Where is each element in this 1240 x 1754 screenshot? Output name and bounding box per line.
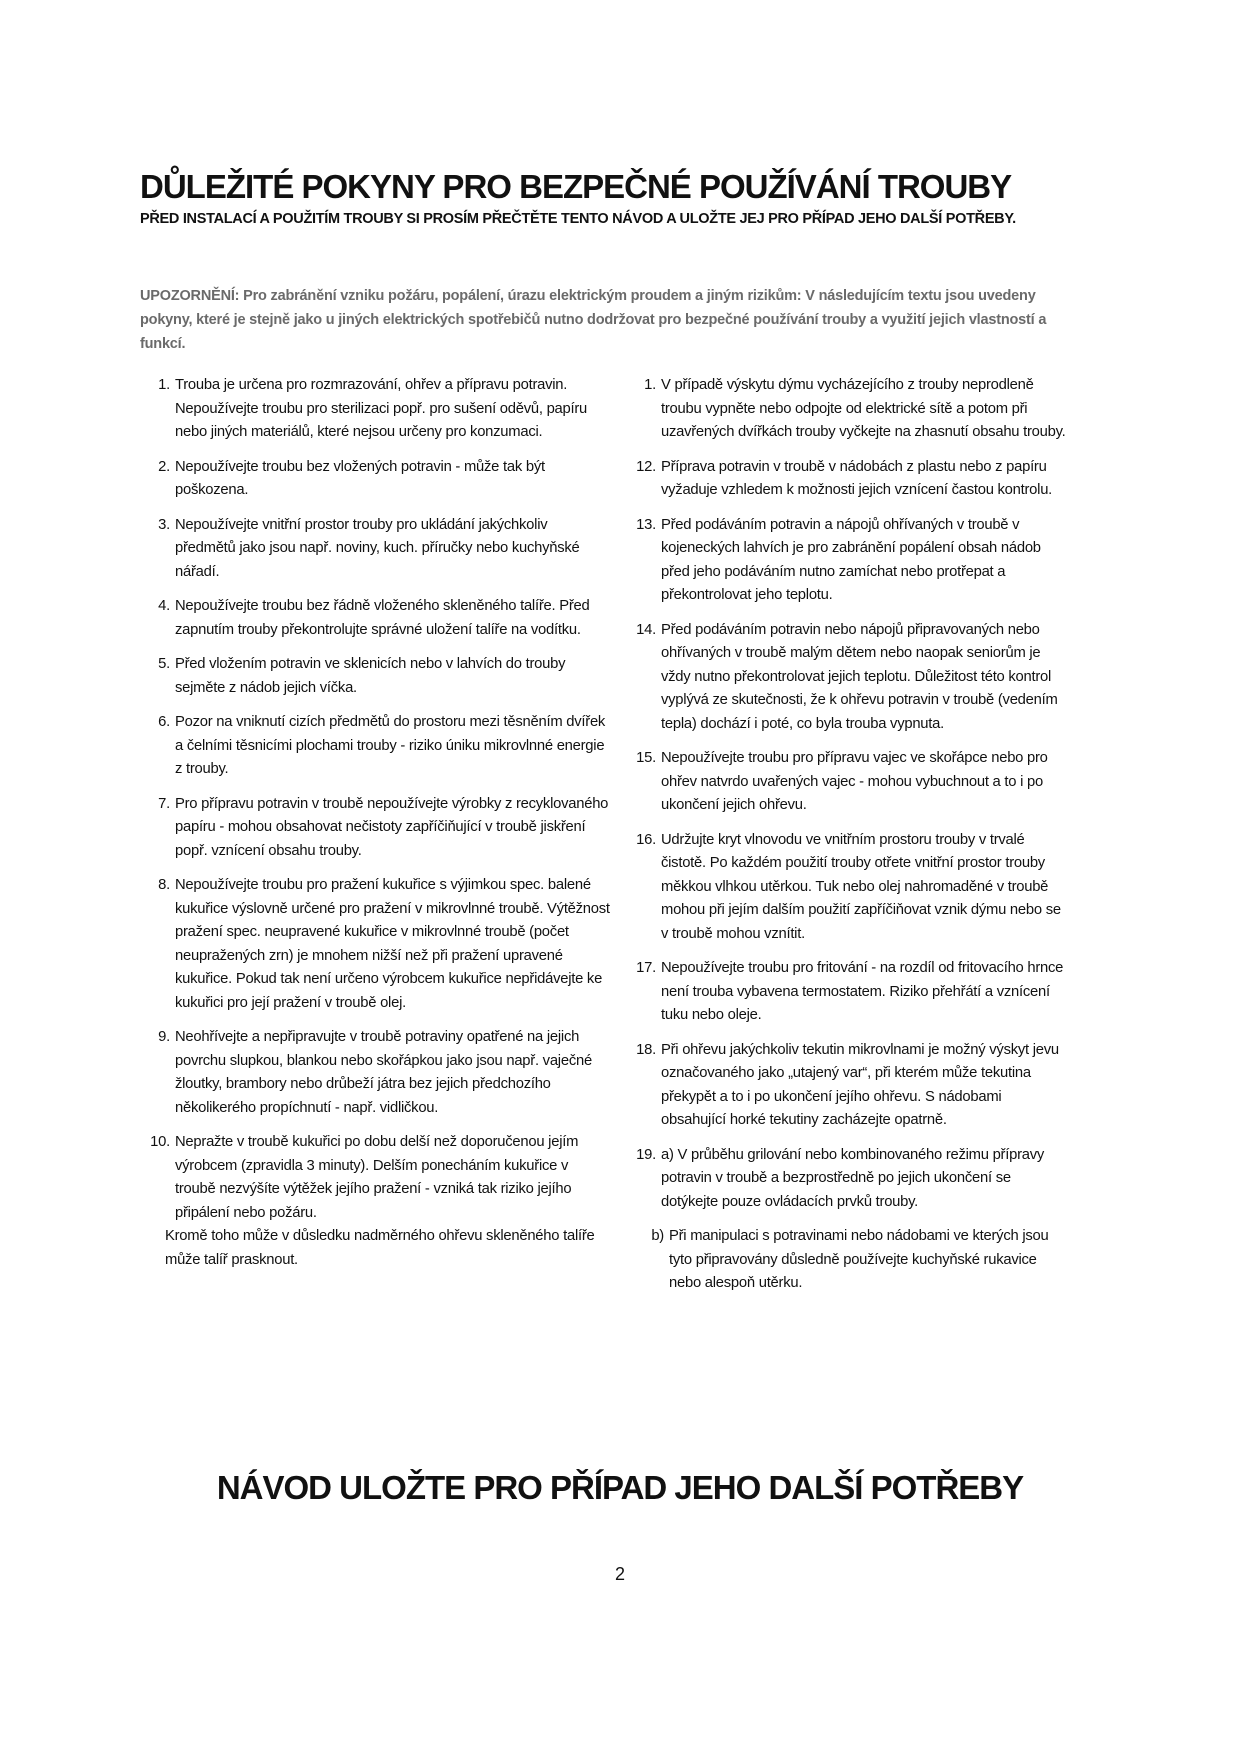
item-text: Nepoužívejte troubu pro pražení kukuřice s výjimkou spec. balené kukuřice výslovně určené pro pražení v mikrovlnné troubě. Výtěžnost pražení spec. neupravené kukuřice v mikrovlnné troubě (počet neupražených zrn) je mnohem nižší než při pražení upravené kukuřice. Pokud tak není určeno výrobcem kukuřice nepřidávejte ke kukuřici pro její pražení v troubě olej. <box>175 877 610 1011</box>
subtitle: PŘED INSTALACÍ A POUŽITÍM TROUBY SI PROSÍM PŘEČTĚTE TENTO NÁVOD A ULOŽTE JEJ PRO PŘÍPAD JEHO DALŠÍ POTŘEBY. <box>140 211 1016 227</box>
list-item <box>626 456 1066 503</box>
list-item <box>626 1144 1066 1215</box>
item-text: V případě výskytu dýmu vycházejícího z trouby neprodleně troubu vypněte nebo odpojte od elektrické sítě a potom při uzavřených dvířkách trouby vyčkejte na zhasnutí obsahu trouby. <box>661 377 1066 440</box>
item-number: 7. <box>158 795 170 812</box>
item-number: 17. <box>636 960 656 976</box>
warning-text: Pro zabránění vzniku požáru, popálení, úrazu elektrickým proudem a jiným rizikům: V následujícím textu jsou uvedeny pokyny, které je stejně jako u jiných elektrických spotřebičů nutno dodržovat pro bezpečné používání trouby a využití jejich vlastností a funkcí. <box>140 288 1047 352</box>
item-text: Před vložením potravin ve sklenicích nebo v lahvích do trouby sejměte z nádob jejich víčka. <box>175 656 566 696</box>
right-column <box>626 374 1066 1307</box>
item-number: 1. <box>644 377 656 393</box>
left-column <box>140 374 610 1272</box>
item-text: Nepoužívejte troubu bez vložených potravin - může tak být poškozena. <box>175 458 545 498</box>
item-text: Při ohřevu jakýchkoliv tekutin mikrovlnami je možný výskyt jevu označovaného jako „utajený var“, při kterém může tekutina překypět a to i po ukončení jejího ohřevu. S nádobami obsahující horké tekutiny zacházejte opatrně. <box>661 1041 1059 1128</box>
item-text: Nepoužívejte vnitřní prostor trouby pro ukládání jakýchkoliv předmětů jako jsou např. noviny, kuch. příručky nebo kuchyňské nářadí. <box>175 516 580 580</box>
item-text: Nepoužívejte troubu pro přípravu vajec ve skořápce nebo pro ohřev natvrdo uvařených vajec - mohou vybuchnout a to i po ukončení jejich ohřevu. <box>661 750 1048 813</box>
item-text: Nepražte v troubě kukuřici po dobu delší než doporučenou jejím výrobcem (zpravidla 3 minuty). Delším ponecháním kukuřice v troubě nezvýšíte výtěžek jejího pražení - vzniká tak riziko jejího připálení nebo požáru. <box>175 1134 579 1221</box>
item-text: Při manipulaci s potravinami nebo nádobami ve kterých jsou tyto připravovány důsledně používejte kuchyňské rukavice nebo alespoň utěrku. <box>669 1228 1049 1291</box>
item-number: 13. <box>636 516 656 533</box>
list-item <box>626 514 1066 608</box>
item-number: 19. <box>636 1146 656 1163</box>
list-item <box>140 793 610 864</box>
item-text: Pozor na vniknutí cizích předmětů do prostoru mezi těsněním dvířek a čelními těsnicími plochami trouby - riziko úniku mikrovlnné energie z trouby. <box>175 714 606 777</box>
warning-label: UPOZORNĚNÍ: <box>140 288 240 304</box>
warning-paragraph <box>140 284 1080 356</box>
page-title: DŮLEŽITÉ POKYNY PRO BEZPEČNÉ POUŽÍVÁNÍ TROUBY <box>140 168 1012 206</box>
item-text: Nepoužívejte troubu bez řádně vloženého skleněného talíře. Před zapnutím trouby překontrolujte správné uložení talíře na vodítku. <box>175 598 590 638</box>
list-item <box>626 1039 1066 1133</box>
item-number: b) <box>651 1228 664 1244</box>
list-item <box>140 1131 610 1225</box>
item-number: 4. <box>158 598 170 614</box>
list-item <box>140 874 610 1015</box>
list-item <box>140 1026 610 1120</box>
list-item <box>626 829 1066 947</box>
footer-title: NÁVOD ULOŽTE PRO PŘÍPAD JEHO DALŠÍ POTŘEBY <box>216 1469 1024 1506</box>
item-number: 14. <box>636 621 656 638</box>
item-number: 12. <box>636 458 656 475</box>
item-text: Pro přípravu potravin v troubě nepoužívejte výrobky z recyklovaného papíru - mohou obsahovat nečistoty zapříčiňující v troubě jiskření popř. vznícení obsahu trouby. <box>175 795 609 859</box>
item-text: a) V průběhu grilování nebo kombinovaného režimu přípravy potravin v troubě a bezprostředně po jejich ukončení se dotýkejte pouze ovládacích prvků trouby. <box>661 1146 1045 1210</box>
item-text: Příprava potravin v troubě v nádobách z plastu nebo z papíru vyžaduje vzhledem k možnosti jejich vznícení častou kontrolu. <box>661 458 1053 498</box>
item-number: 9. <box>158 1029 170 1045</box>
list-item <box>140 374 610 445</box>
left-note: Kromě toho může v důsledku nadměrného ohřevu skleněného talíře může talíř prasknout. <box>165 1228 595 1268</box>
item-number: 18. <box>636 1041 656 1058</box>
item-text: Udržujte kryt vlnovodu ve vnitřním prostoru trouby v trvalé čistotě. Po každém použití trouby otřete vnitřní prostor trouby měkkou vlhkou utěrkou. Tuk nebo olej nahromaděné v troubě mohou při jejím dalším použití zapříčiňovat vznik dýmu nebo se v troubě mohou vznítit. <box>661 831 1061 942</box>
item-number: 6. <box>158 714 170 730</box>
item-number: 15. <box>636 750 656 766</box>
item-number: 10. <box>150 1134 170 1150</box>
item-number: 1. <box>158 377 170 393</box>
item-number: 16. <box>636 831 656 848</box>
item-number: 2. <box>158 458 170 475</box>
page-number: 2 <box>614 1564 625 1584</box>
list-item <box>626 374 1066 445</box>
item-text: Před podáváním potravin a nápojů ohřívaných v troubě v kojeneckých lahvích je pro zabránění popálení obsah nádob před jeho podáváním nutno zamíchat nebo protřepat a překontrolovat jeho teplotu. <box>661 516 1041 603</box>
list-item <box>140 711 610 782</box>
list-item <box>140 653 610 700</box>
list-item <box>140 595 610 642</box>
item-text: Nepoužívejte troubu pro fritování - na rozdíl od fritovacího hrnce není trouba vybavena termostatem. Riziko přehřátí a vznícení tuku nebo oleje. <box>661 960 1064 1023</box>
list-item <box>626 619 1066 737</box>
list-sub-item <box>650 1225 1066 1296</box>
list-item <box>140 456 610 503</box>
item-number: 5. <box>158 656 170 672</box>
item-number: 3. <box>158 516 170 533</box>
list-item <box>626 747 1066 818</box>
item-text: Před podáváním potravin nebo nápojů připravovaných nebo ohřívaných v troubě malým dětem nebo naopak seniorům je vždy nutno překontrolovat jejich teplotu. Důležitost této kontrol vyplývá ze skutečnosti, že k ohřevu potravin v troubě (vedením tepla) dochází i poté, co byla trouba vypnuta. <box>661 621 1058 732</box>
item-text: Trouba je určena pro rozmrazování, ohřev a přípravu potravin. Nepoužívejte troubu pro sterilizaci popř. pro sušení oděvů, papíru nebo jiných materiálů, které nejsou určeny pro konzumaci. <box>175 377 588 440</box>
item-number: 8. <box>158 877 170 893</box>
list-item <box>140 514 610 585</box>
item-text: Neohřívejte a nepřipravujte v troubě potraviny opatřené na jejich povrchu slupkou, blankou nebo skořápkou jako jsou např. vaječné žloutky, brambory nebo drůbeží játra bez jejich předchozího několikerého propíchnutí - např. vidličkou. <box>175 1029 592 1116</box>
list-item <box>626 957 1066 1028</box>
